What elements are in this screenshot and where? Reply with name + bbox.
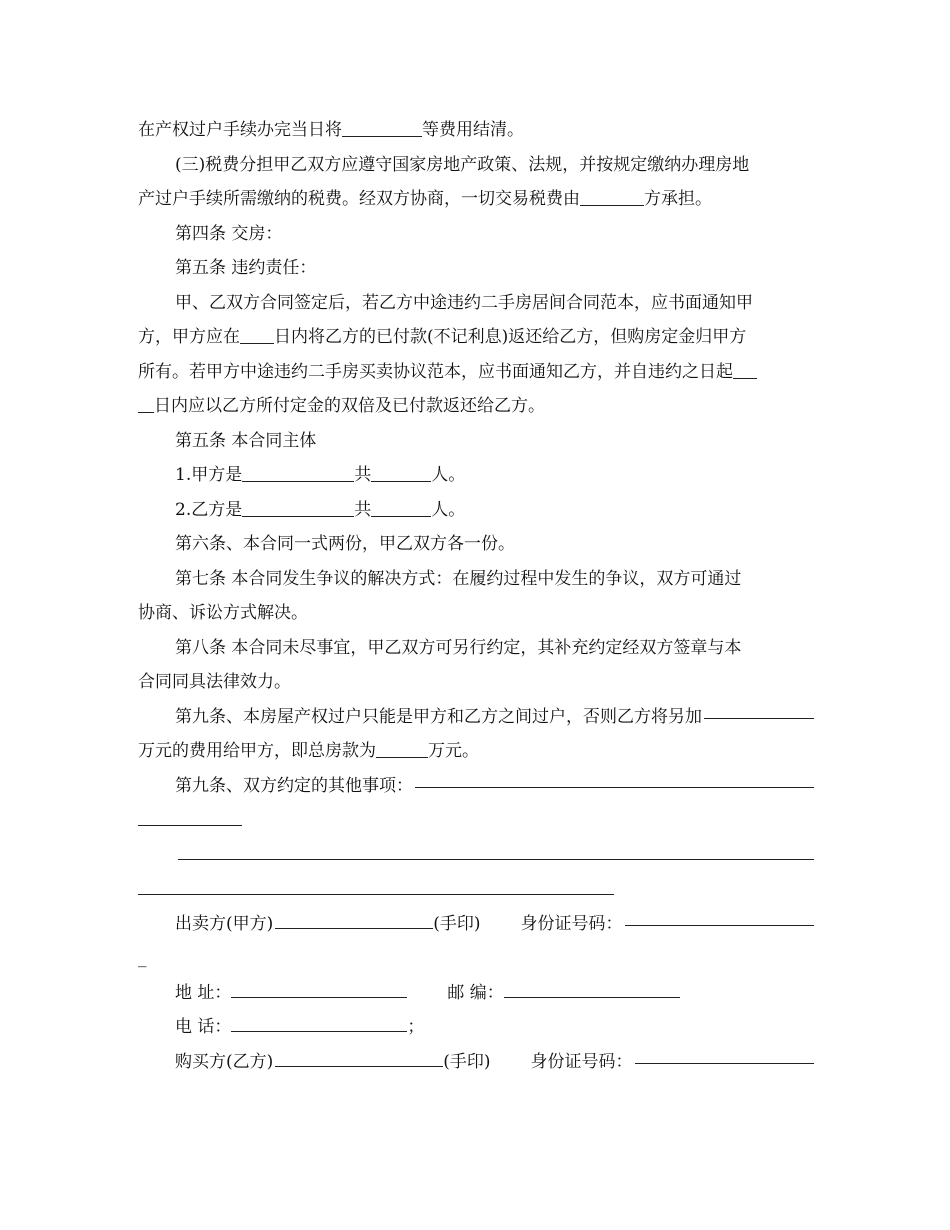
blank-field[interactable] [415,770,814,788]
text: 第九条、本房屋产权过户只能是甲方和乙方之间过户，否则乙方将另加 [175,706,702,727]
id-label: 身份证号码： [530,1051,633,1072]
article-4-heading: 第四条 交房： [175,223,283,244]
blank-field[interactable] [342,119,422,137]
buyer-label: 购买方(乙方) [175,1051,274,1072]
blank-field[interactable] [138,791,242,826]
blank-field[interactable] [138,860,614,895]
phone-field[interactable] [231,1014,407,1032]
seller-id-field[interactable] [625,908,814,926]
breach-line-4 [138,389,814,424]
text: 方承担。 [644,189,712,209]
blank-field[interactable] [371,499,431,517]
buyer-id-field[interactable] [635,1046,814,1064]
buyer-signature-line [138,1045,814,1080]
article-7-line-1: 第七条 本合同发生争议的解决方式：在履约过程中发生的争议，双方可通过 [175,568,742,589]
phone-label: 电 话： [175,1017,232,1037]
text: 共 [354,465,372,485]
clause-tax-cont [138,182,814,217]
seller-phone-line [138,1010,814,1045]
text: 等费用结清。 [422,120,524,140]
address-label: 地 址： [175,982,232,1003]
seller-label: 出卖方(甲方) [175,913,274,934]
seal-label: (手印) [443,1051,491,1072]
text: 万元的费用给甲方，即总房款为 [138,741,376,761]
blank-field[interactable] [242,499,354,517]
breach-line-2 [138,320,814,355]
blank-field[interactable] [376,740,428,758]
blank-field[interactable] [178,826,814,861]
text: 方，甲方应在 [138,327,240,347]
breach-line-1: 甲、乙双方合同签定后，若乙方中途违约二手房居间合同范本，应书面通知甲 [175,292,753,313]
article-9-line-2 [138,734,814,769]
blank-line-wrap [138,872,814,907]
seller-address-line [138,976,814,1011]
blank-field[interactable] [704,701,814,719]
article-7-line-2: 协商、诉讼方式解决。 [138,603,308,623]
article-6: 第六条、本合同一式两份，甲乙双方各一份。 [175,534,515,554]
text: 产过户手续所需缴纳的税费。经双方协商，一切交易税费由 [138,189,580,209]
text: 日内将乙方的已付款(不记利息)返还给乙方，但购房定金归甲方 [274,327,747,347]
blank-field[interactable] [138,395,154,413]
text: 2.乙方是 [175,499,243,520]
clause-settlement-line [138,113,814,148]
buyer-name-field[interactable] [275,1049,443,1067]
text: 在产权过户手续办完当日将 [138,120,342,140]
contract-page [138,113,814,1079]
article-9-line-1 [138,700,814,735]
article-8-line-1: 第八条 本合同未尽事宜，甲乙双方可另行约定，其补充约定经双方签章与本 [175,637,742,658]
seller-id-overflow: _ [138,948,147,968]
address-field[interactable] [231,980,407,998]
article-5b-heading: 第五条 本合同主体 [175,430,317,451]
breach-line-3 [138,355,814,390]
article-8-line-2: 合同同具法律效力。 [138,672,291,692]
text: 万元。 [428,741,479,761]
text: 人。 [431,465,466,485]
blank-field[interactable] [242,464,354,482]
id-label: 身份证号码： [520,913,623,934]
text: 第九条、双方约定的其他事项： [175,775,413,796]
clause-tax: (三)税费分担甲乙双方应遵守国家房地产政策、法规，并按规定缴纳办理房地 [175,154,750,175]
party-a-line [138,458,814,493]
seal-label: (手印) [433,913,481,934]
seller-name-field[interactable] [275,911,433,929]
text: 1.甲方是 [175,465,243,485]
party-b-line [138,493,814,528]
zip-label: 邮 编： [447,982,504,1003]
blank-field[interactable] [733,361,757,379]
text: ； [407,1017,425,1037]
text: 日内应以乙方所付定金的双倍及已付款返还给乙方。 [154,396,545,416]
zip-field[interactable] [504,980,680,998]
text: 人。 [431,499,466,520]
seller-signature-line [138,907,814,942]
article-5-heading: 第五条 违约责任： [175,258,317,278]
text: 所有。若甲方中途违约二手房买卖协议范本，应书面通知乙方，并自违约之日起 [138,361,733,382]
blank-field[interactable] [580,188,644,206]
blank-field[interactable] [371,464,431,482]
blank-field[interactable] [240,326,274,344]
text: 共 [354,499,372,520]
